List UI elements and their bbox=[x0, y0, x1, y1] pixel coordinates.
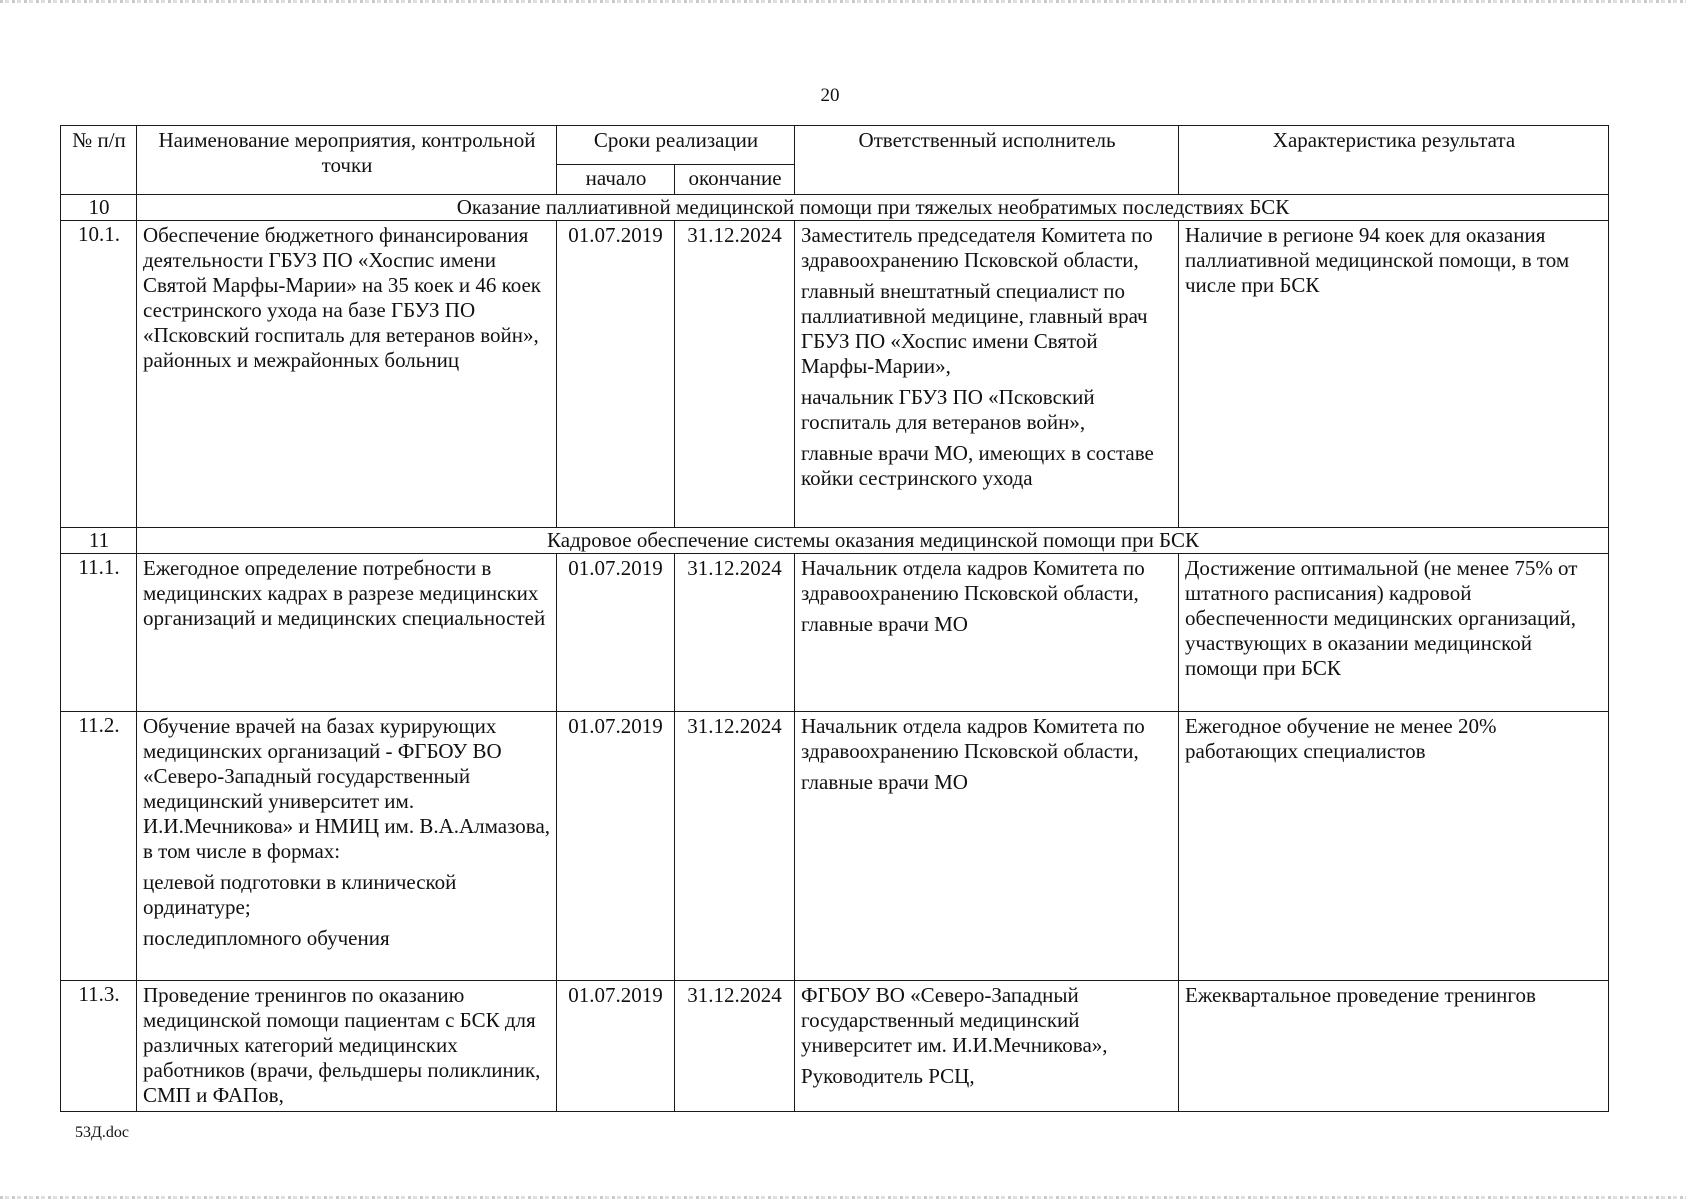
header-terms: Сроки реализации bbox=[557, 126, 795, 165]
row-end-date: 31.12.2024 bbox=[675, 981, 795, 1112]
row-end-date: 31.12.2024 bbox=[675, 554, 795, 712]
name-paragraph: целевой подготовки в клинической ординатуре; bbox=[143, 870, 457, 919]
header-num: № п/п bbox=[61, 126, 137, 195]
header-name: Наименование мероприятия, контрольной точки bbox=[137, 126, 557, 195]
responsible-line: Начальник отдела кадров Комитета по здравоохранению Псковской области, bbox=[801, 556, 1145, 605]
row-responsible bbox=[795, 554, 1179, 712]
row-result: Наличие в регионе 94 коек для оказания паллиативной медицинской помощи, в том числе при БСК bbox=[1179, 221, 1609, 528]
row-number: 11.1. bbox=[61, 554, 137, 712]
responsible-line: главные врачи МО, имеющих в составе койки сестринского ухода bbox=[801, 441, 1154, 490]
activities-table bbox=[60, 125, 1609, 1112]
header-end: окончание bbox=[675, 165, 795, 195]
scan-edge-bottom bbox=[0, 1196, 1686, 1199]
section-row bbox=[61, 195, 1609, 221]
row-start-date: 01.07.2019 bbox=[557, 221, 675, 528]
row-result: Ежегодное обучение не менее 20% работающих специалистов bbox=[1179, 712, 1609, 981]
table-row bbox=[61, 221, 1609, 528]
row-end-date: 31.12.2024 bbox=[675, 221, 795, 528]
table-row bbox=[61, 554, 1609, 712]
table-row bbox=[61, 981, 1609, 1112]
table-header-row-1 bbox=[61, 126, 1609, 165]
section-title: Кадровое обеспечение системы оказания медицинской помощи при БСК bbox=[137, 528, 1609, 554]
header-start: начало bbox=[557, 165, 675, 195]
row-name: Проведение тренингов по оказанию медицинской помощи пациентам с БСК для различных категорий медицинских работников (врачи, фельдшеры поликлиник, СМП и ФАПов, bbox=[137, 981, 557, 1112]
responsible-line: Начальник отдела кадров Комитета по здравоохранению Псковской области, bbox=[801, 714, 1145, 763]
section-title: Оказание паллиативной медицинской помощи при тяжелых необратимых последствиях БСК bbox=[137, 195, 1609, 221]
row-name: Ежегодное определение потребности в медицинских кадрах в разрезе медицинских организаций и медицинских специальностей bbox=[137, 554, 557, 712]
row-responsible bbox=[795, 981, 1179, 1112]
responsible-line: начальник ГБУЗ ПО «Псковский госпиталь для ветеранов войн», bbox=[801, 385, 1095, 434]
activities-table-wrapper bbox=[60, 125, 1609, 1112]
name-paragraph: последипломного обучения bbox=[143, 926, 390, 950]
row-result: Ежеквартальное проведение тренингов bbox=[1179, 981, 1609, 1112]
row-end-date: 31.12.2024 bbox=[675, 712, 795, 981]
section-number: 11 bbox=[61, 528, 137, 554]
page-number: 20 bbox=[820, 85, 840, 106]
responsible-line: главные врачи МО bbox=[801, 612, 968, 636]
row-number: 11.3. bbox=[61, 981, 137, 1112]
file-name-footer: 53Д.doc bbox=[75, 1124, 130, 1141]
scan-edge-top bbox=[0, 0, 1686, 3]
header-responsible: Ответственный исполнитель bbox=[795, 126, 1179, 195]
row-responsible bbox=[795, 712, 1179, 981]
header-result: Характеристика результата bbox=[1179, 126, 1609, 195]
row-start-date: 01.07.2019 bbox=[557, 981, 675, 1112]
table-row bbox=[61, 712, 1609, 981]
responsible-line: ФГБОУ ВО «Северо-Западный государственный медицинский университет им. И.И.Мечникова», bbox=[801, 983, 1108, 1057]
responsible-line: главный внештатный специалист по паллиативной медицине, главный врач ГБУЗ ПО «Хоспис имени Святой Марфы-Марии», bbox=[801, 279, 1148, 378]
row-number: 11.2. bbox=[61, 712, 137, 981]
row-name: Обеспечение бюджетного финансирования деятельности ГБУЗ ПО «Хоспис имени Святой Марфы-Марии» на 35 коек и 46 коек сестринского ухода на базе ГБУЗ ПО «Псковский госпиталь для ветеранов войн», районных и межрайонных больниц bbox=[137, 221, 557, 528]
responsible-line: Руководитель РСЦ, bbox=[801, 1064, 975, 1088]
row-result: Достижение оптимальной (не менее 75% от штатного расписания) кадровой обеспеченности медицинских организаций, участвующих в оказании медицинской помощи при БСК bbox=[1179, 554, 1609, 712]
row-responsible bbox=[795, 221, 1179, 528]
row-start-date: 01.07.2019 bbox=[557, 712, 675, 981]
section-row bbox=[61, 528, 1609, 554]
responsible-line: главные врачи МО bbox=[801, 770, 968, 794]
responsible-line: Заместитель председателя Комитета по здравоохранению Псковской области, bbox=[801, 223, 1153, 272]
row-start-date: 01.07.2019 bbox=[557, 554, 675, 712]
name-paragraph: Обучение врачей на базах курирующих медицинских организаций - ФГБОУ ВО «Северо-Западный государственный медицинский университет им. И.И.Мечникова» и НМИЦ им. В.А.Алмазова, в том числе в формах: bbox=[143, 714, 551, 863]
row-number: 10.1. bbox=[61, 221, 137, 528]
row-name bbox=[137, 712, 557, 981]
section-number: 10 bbox=[61, 195, 137, 221]
